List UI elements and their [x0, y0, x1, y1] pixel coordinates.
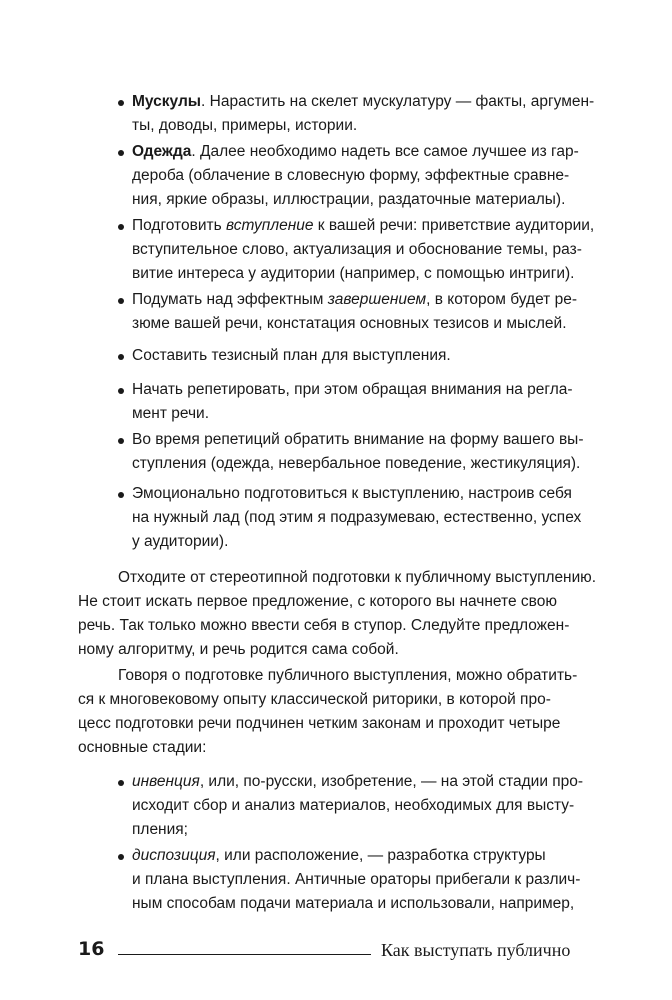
list-item-line: Составить тезисный план для выступления.: [132, 347, 451, 364]
paragraph-line: Отходите от стереотипной подготовки к публичному выступлению.: [118, 569, 597, 586]
list-item-line: [132, 142, 579, 162]
list-text: . Далее необходимо надеть все самое лучшее из гар-: [191, 143, 579, 160]
bold-term: Одежда: [132, 143, 192, 160]
list-text: , или расположение, — разработка структуры: [215, 847, 546, 864]
list-item-line: на нужный лад (под этим я подразумеваю, естественно, успех: [132, 509, 582, 526]
footer-rule: [118, 954, 371, 955]
bullet-marker: [118, 388, 124, 394]
page-number: 16: [78, 938, 105, 960]
list-item-line: у аудитории).: [132, 533, 229, 550]
list-text: , или, по-русски, изобретение, — на этой стадии про-: [199, 773, 584, 790]
list-item-line: ты, доводы, примеры, истории.: [132, 117, 358, 134]
list-item-line: [132, 92, 594, 112]
list-item-line: витие интереса у аудитории (например, с помощью интриги).: [132, 265, 575, 282]
list-item-line: ступления (одежда, невербальное поведение, жестикуляция).: [132, 455, 581, 472]
bullet-marker: [118, 854, 124, 860]
list-item-line: [132, 290, 577, 310]
list-item-line: зюме вашей речи, констатация основных тезисов и мыслей.: [132, 315, 567, 332]
list-item-line: Эмоционально подготовиться к выступлению, настроив себя: [132, 485, 572, 502]
running-title: Как выступать публично: [381, 940, 571, 960]
list-item-line: исходит сбор и анализ материалов, необходимых для высту-: [132, 797, 575, 814]
list-item-line: и плана выступления. Античные ораторы прибегали к различ-: [132, 871, 581, 888]
bullet-marker: [118, 438, 124, 444]
list-item-line: [132, 772, 583, 792]
bullet-marker: [118, 100, 124, 106]
paragraph-line: основные стадии:: [78, 739, 207, 756]
bold-term: Мускулы: [132, 93, 202, 110]
paragraph-line: Не стоит искать первое предложение, с которого вы начнете свою: [78, 593, 557, 610]
list-item-line: ным способам подачи материала и использовали, например,: [132, 895, 575, 912]
list-item-line: ния, яркие образы, иллюстрации, раздаточные материалы).: [132, 191, 566, 208]
paragraph-line: ному алгоритму, и речь родится сама собой.: [78, 641, 399, 658]
list-text: Подумать над эффектным: [132, 291, 328, 308]
list-item-line: [132, 216, 594, 236]
list-item-line: пления;: [132, 821, 188, 838]
bullet-marker: [118, 354, 124, 360]
italic-term: инвенция: [132, 773, 200, 790]
paragraph-line: ся к многовековому опыту классической риторики, в которой про-: [78, 691, 551, 708]
list-item-line: Во время репетиций обратить внимание на форму вашего вы-: [132, 431, 584, 448]
paragraph-line: цесс подготовки речи подчинен четким законам и проходит четыре: [78, 715, 561, 732]
list-text: . Нарастить на скелет мускулатуру — факты, аргумен-: [201, 93, 595, 110]
list-item-line: дероба (облачение в словесную форму, эффектные сравне-: [132, 167, 570, 184]
italic-term: вступление: [225, 217, 314, 234]
bullet-marker: [118, 150, 124, 156]
list-item-line: вступительное слово, актуализация и обоснование темы, раз-: [132, 241, 582, 258]
paragraph-line: Говоря о подготовке публичного выступления, можно обратить-: [118, 667, 578, 684]
list-item-line: мент речи.: [132, 405, 210, 422]
list-item-line: [132, 846, 546, 866]
list-text: , в котором будет ре-: [426, 291, 577, 308]
bullet-marker: [118, 492, 124, 498]
italic-term: диспозиция: [132, 847, 216, 864]
bullet-marker: [118, 224, 124, 230]
italic-term: завершением: [327, 291, 427, 308]
list-text: к вашей речи: приветствие аудитории,: [313, 217, 595, 234]
paragraph-line: речь. Так только можно ввести себя в ступор. Следуйте предложен-: [78, 617, 570, 634]
list-item-line: Начать репетировать, при этом обращая внимания на регла-: [132, 381, 573, 398]
bullet-marker: [118, 298, 124, 304]
bullet-marker: [118, 780, 124, 786]
list-text: Подготовить: [132, 217, 226, 234]
